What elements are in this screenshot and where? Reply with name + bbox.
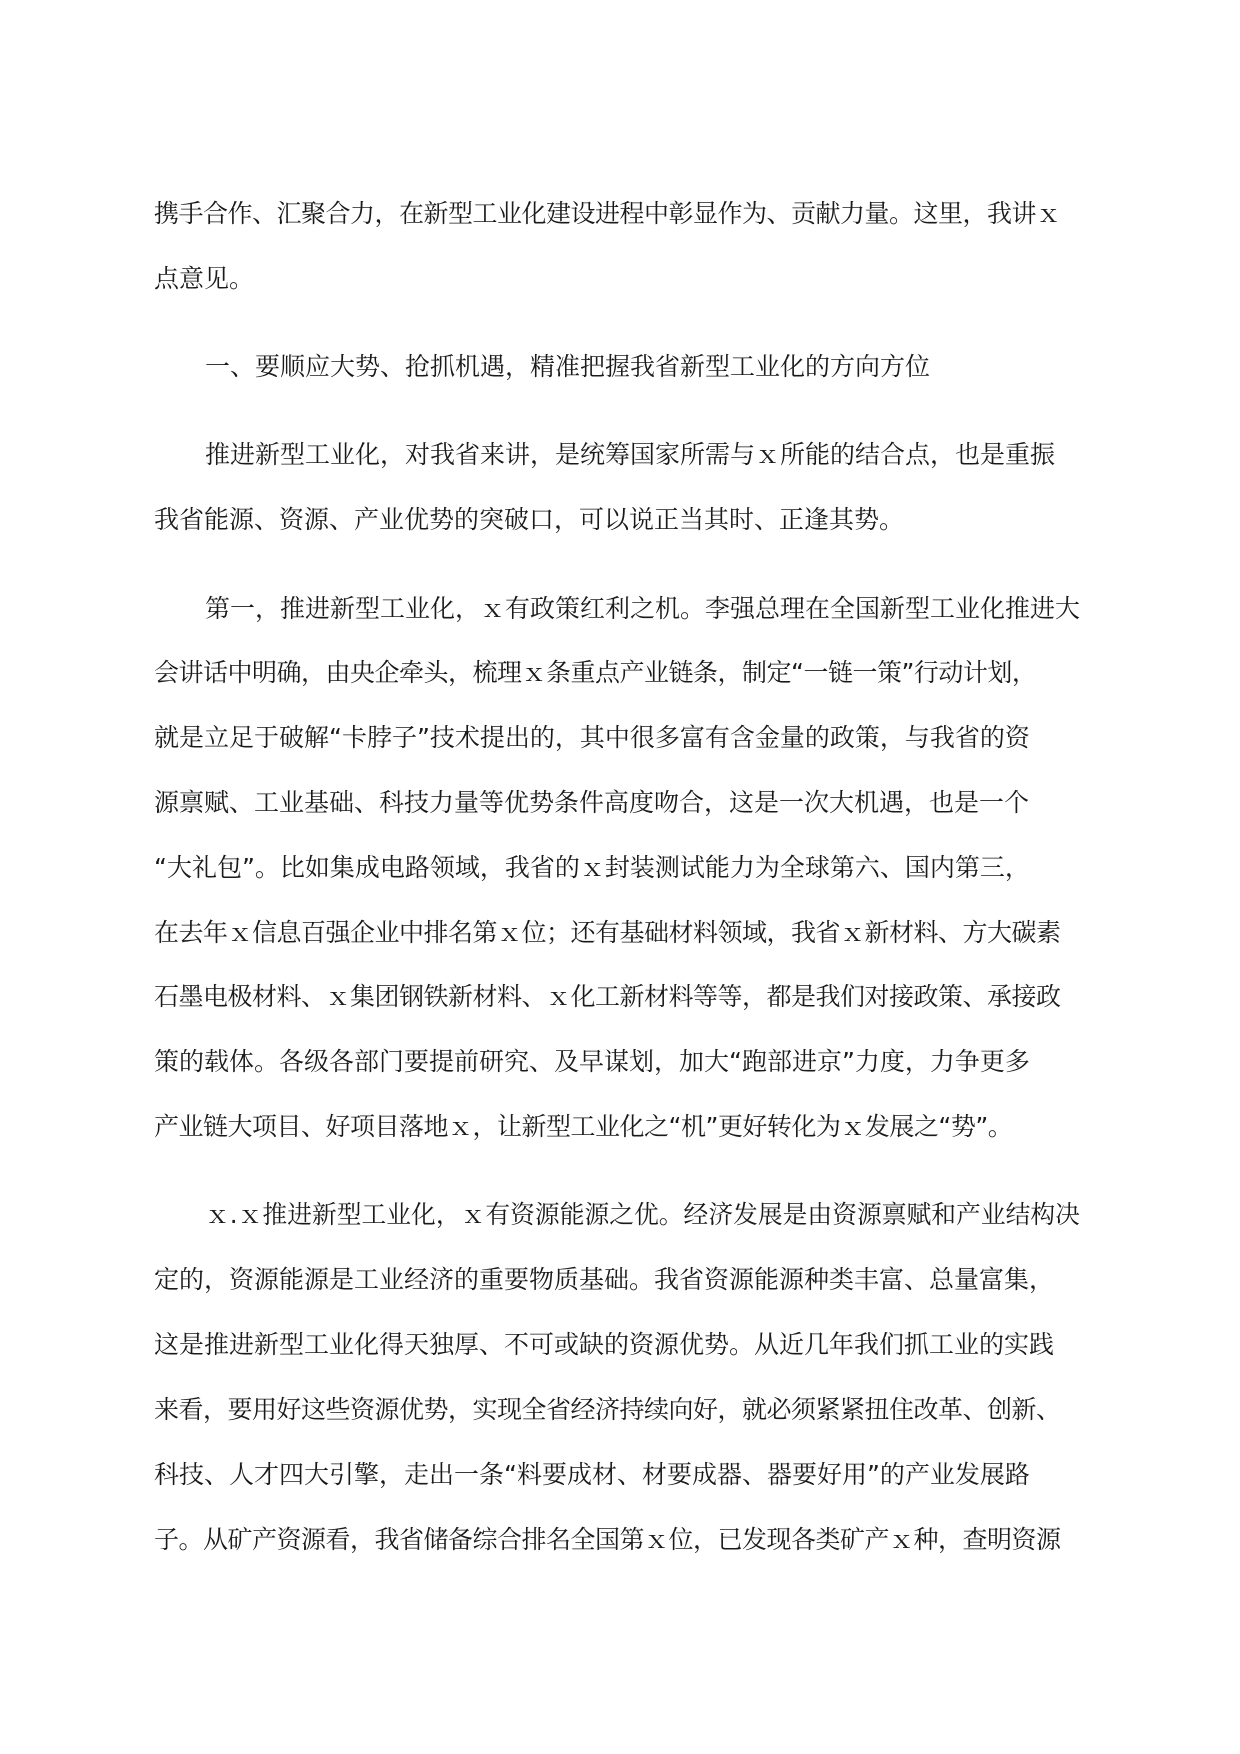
paragraph-line: 第一，推进新型工业化，ｘ有政策红利之机。李强总理在全国新型工业化推进大: [205, 594, 1081, 623]
paragraph-line: 点意见。: [154, 264, 255, 293]
paragraph-line: 策的载体。各级各部门要提前研究、及早谋划，加大“跑部进京”力度，力争更多: [154, 1047, 1030, 1076]
paragraph-line: 科技、人才四大引擎，走出一条“料要成材、材要成器、器要好用”的产业发展路: [154, 1460, 1030, 1489]
paragraph-line: 在去年ｘ信息百强企业中排名第ｘ位；还有基础材料领域，我省ｘ新材料、方大碳素: [154, 918, 1061, 947]
paragraph-line: “大礼包”。比如集成电路领域，我省的ｘ封装测试能力为全球第六、国内第三，: [154, 853, 1030, 882]
paragraph-line: 产业链大项目、好项目落地ｘ，让新型工业化之“机”更好转化为ｘ发展之“势”。: [154, 1112, 1013, 1141]
paragraph-line: 源禀赋、工业基础、科技力量等优势条件高度吻合，这是一次大机遇，也是一个: [154, 788, 1030, 817]
paragraph-line: 子。从矿产资源看，我省储备综合排名全国第ｘ位，已发现各类矿产ｘ种，查明资源: [154, 1525, 1061, 1554]
paragraph-line: 我省能源、资源、产业优势的突破口，可以说正当其时、正逢其势。: [154, 505, 905, 534]
section-heading: 一、要顺应大势、抢抓机遇，精准把握我省新型工业化的方向方位: [205, 352, 931, 381]
paragraph-line: 就是立足于破解“卡脖子”技术提出的，其中很多富有含金量的政策，与我省的资: [154, 723, 1030, 752]
paragraph-line: ｘ.ｘ推进新型工业化，ｘ有资源能源之优。经济发展是由资源禀赋和产业结构决: [205, 1200, 1080, 1229]
paragraph-line: 会讲话中明确，由央企牵头，梳理ｘ条重点产业链条，制定“一链一策”行动计划，: [154, 658, 1037, 687]
paragraph-line: 携手合作、汇聚合力，在新型工业化建设进程中彰显作为、贡献力量。这里，我讲ｘ: [154, 199, 1061, 228]
paragraph-line: 这是推进新型工业化得天独厚、不可或缺的资源优势。从近几年我们抓工业的实践: [154, 1330, 1055, 1359]
paragraph-line: 推进新型工业化，对我省来讲，是统筹国家所需与ｘ所能的结合点，也是重振: [205, 440, 1056, 469]
paragraph-line: 来看，要用好这些资源优势，实现全省经济持续向好，就必须紧紧扭住改革、创新、: [154, 1395, 1061, 1424]
paragraph-line: 定的，资源能源是工业经济的重要物质基础。我省资源能源种类丰富、总量富集，: [154, 1265, 1055, 1294]
paragraph-line: 石墨电极材料、ｘ集团钢铁新材料、ｘ化工新材料等等，都是我们对接政策、承接政: [154, 982, 1061, 1011]
